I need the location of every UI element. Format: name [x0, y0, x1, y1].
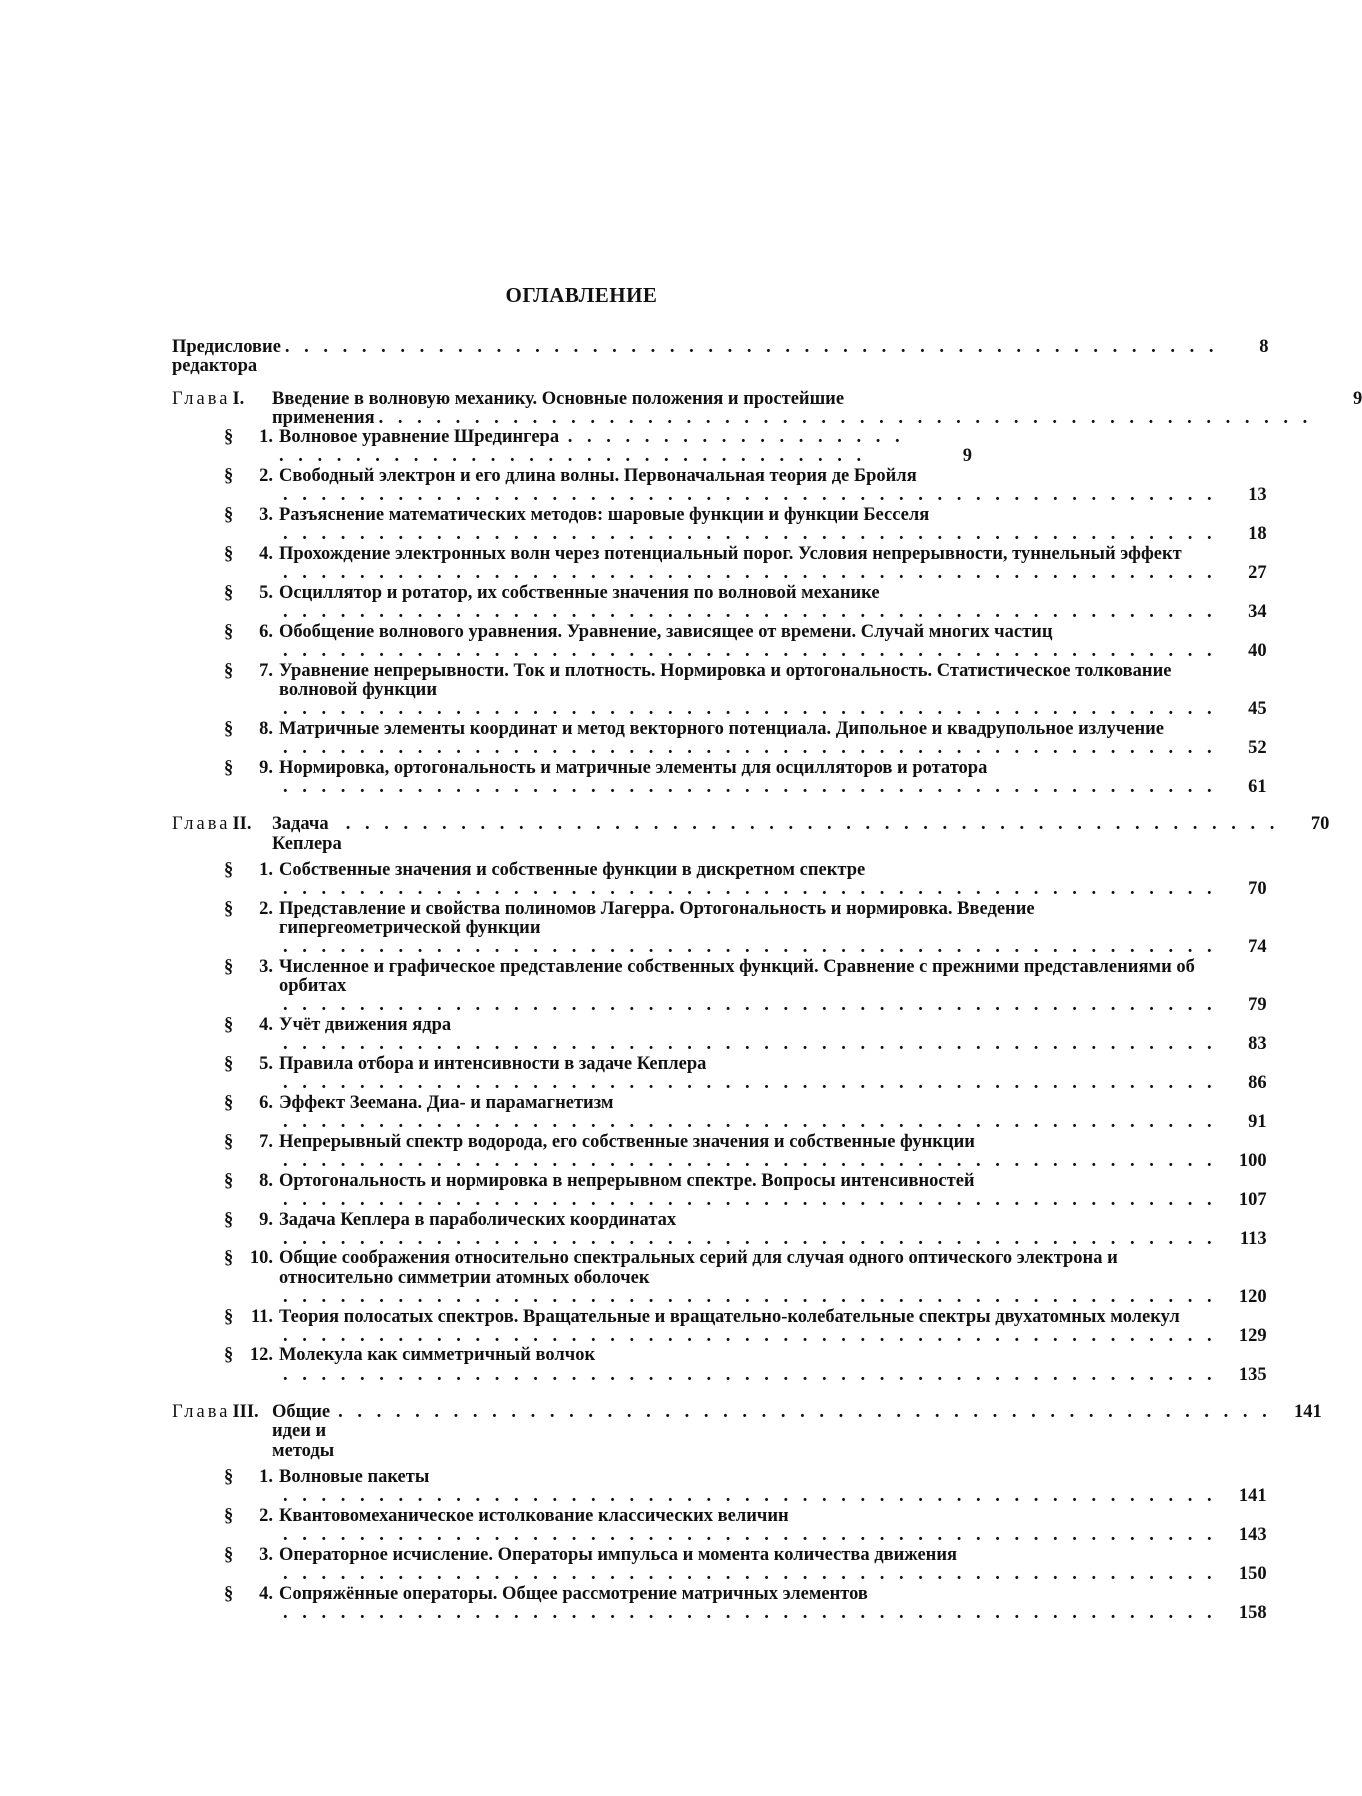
- toc-entry-section[interactable]: [172, 621, 1267, 662]
- section-sign: §: [224, 621, 234, 642]
- section-body: [279, 958, 1217, 1016]
- chapter-2-sections: [172, 859, 1267, 1385]
- section-body: [279, 506, 1217, 545]
- section-title: Представление и свойства полиномов Лагерра. Ортогональность и нормировка. Введение гипергеометрической функции: [279, 898, 1035, 938]
- section-label: [172, 428, 279, 447]
- section-sign: §: [224, 1053, 234, 1074]
- section-body: [279, 623, 1217, 662]
- toc-entry-section[interactable]: [172, 1209, 1267, 1250]
- section-body: [279, 428, 922, 467]
- dot-leader: . . . . . . . . . . . . . . . . . . . . . . . . . . . . . . . . . . . . . . . . . . . . . . . . .: [283, 1325, 1217, 1346]
- dot-leader: . . . . . . . . . . . . . . . . . . . . . . . . . . . . . . . . . . . . . . . . . . . . . . . . .: [283, 1486, 1217, 1507]
- section-title: Теория полосатых спектров. Вращательные и вращательно-колебательные спектры двухатомных молекул: [279, 1306, 1180, 1327]
- dot-leader: . . . . . . . . . . . . . . . . . . . . . . . . . . . . . . . . . . . . . . . . . . . . . . . . .: [283, 1287, 1217, 1307]
- dot-leader: . . . . . . . . . . . . . . . . . . . . . . . . . . . . . . . . . . . . . . . . . . . . . . . . .: [283, 1189, 1217, 1210]
- section-page: 34: [1248, 602, 1267, 623]
- chapter-page: 9: [1352, 388, 1362, 409]
- dot-leader: . . . . . . . . . . . . . . . . . . . . . . . . . . . . . . . . . . . . . . . . . . . . . . . . .: [279, 427, 905, 467]
- chapter-title: Введение в волновую механику. Основные положения и простейшие применения: [272, 388, 845, 428]
- section-label: [172, 584, 279, 603]
- chapter-number: III.: [232, 1402, 259, 1423]
- section-page: 27: [1248, 563, 1267, 584]
- section-number: 1.: [259, 859, 273, 880]
- section-sign: §: [224, 757, 234, 778]
- chapter-label: [172, 1403, 272, 1422]
- dot-leader: . . . . . . . . . . . . . . . . . . . . . . . . . . . . . . . . . . . . . . . . . . . . . . . . .: [284, 337, 1219, 357]
- chapter-number: II.: [232, 814, 252, 835]
- section-label: [172, 1016, 279, 1035]
- section-body: [279, 759, 1217, 798]
- section-page: 120: [1238, 1287, 1267, 1307]
- section-number: 7.: [259, 1131, 273, 1152]
- section-page: 52: [1248, 738, 1267, 759]
- toc-entry-section[interactable]: [172, 1248, 1267, 1307]
- section-sign: §: [224, 660, 234, 681]
- section-sign: §: [224, 1583, 234, 1604]
- section-body: [279, 1308, 1217, 1347]
- toc-entry-section[interactable]: [172, 898, 1267, 958]
- section-title: Прохождение электронных волн через потенциальный порог. Условия непрерывности, туннельный эффект: [279, 543, 1182, 564]
- section-sign: §: [224, 543, 234, 564]
- dot-leader: . . . . . . . . . . . . . . . . . . . . . . . . . . . . . . . . . . . . . . . . . . . . . . . . .: [345, 814, 1280, 835]
- section-page: 135: [1238, 1364, 1267, 1385]
- section-sign: §: [224, 1209, 234, 1230]
- preface-title: Предисловие редактора: [172, 337, 281, 377]
- section-page: 86: [1248, 1073, 1267, 1094]
- toc-entry-section[interactable]: [172, 1544, 1267, 1585]
- section-title: Волновое уравнение Шредингера: [279, 427, 560, 448]
- table-of-contents: [172, 337, 1362, 1641]
- toc-entry-section[interactable]: [172, 1092, 1267, 1133]
- section-page: 150: [1238, 1564, 1267, 1585]
- section-number: 2.: [259, 1505, 273, 1526]
- chapter-page: 141: [1294, 1402, 1322, 1423]
- section-body: [279, 584, 1217, 623]
- preface-page: 8: [1259, 337, 1269, 357]
- dot-leader: . . . . . . . . . . . . . . . . . . . . . . . . . . . . . . . . . . . . . . . . . . . . . . . . .: [283, 1364, 1217, 1385]
- chapter-body: [272, 1403, 1272, 1461]
- section-number: 5.: [259, 582, 273, 603]
- section-page: 113: [1239, 1228, 1267, 1249]
- section-label: [172, 1346, 279, 1365]
- dot-leader: . . . . . . . . . . . . . . . . . . . . . . . . . . . . . . . . . . . . . . . . . . . . . . . . .: [283, 1112, 1217, 1133]
- section-body: [279, 1094, 1217, 1133]
- section-sign: §: [224, 1248, 234, 1269]
- section-title: Общие соображения относительно спектральных серий для случая одного оптического электрона и относительно симметрии атомных оболочек: [279, 1248, 1118, 1288]
- toc-entry-section[interactable]: [172, 428, 972, 467]
- chapter-word: Глава: [172, 388, 231, 409]
- section-body: [279, 720, 1217, 759]
- section-page: 79: [1248, 995, 1267, 1016]
- section-sign: §: [224, 466, 234, 487]
- section-number: 8.: [259, 1170, 273, 1191]
- chapter-line: [272, 1403, 1272, 1461]
- section-label: [172, 545, 279, 564]
- toc-entry-section[interactable]: [172, 543, 1267, 584]
- section-title: Матричные элементы координат и метод векторного потенциала. Дипольное и квадрупольное излучение: [279, 718, 1164, 739]
- chapter-label: [172, 390, 272, 409]
- section-title: Свободный электрон и его длина волны. Первоначальная теория де Бройля: [279, 466, 917, 487]
- section-body: [279, 1055, 1217, 1094]
- section-sign: §: [224, 718, 234, 739]
- dot-leader: . . . . . . . . . . . . . . . . . . . . . . . . . . . . . . . . . . . . . . . . . . . . . . . . .: [283, 1228, 1217, 1249]
- dot-leader: . . . . . . . . . . . . . . . . . . . . . . . . . . . . . . . . . . . . . . . . . . . . . . . . .: [283, 1034, 1217, 1055]
- section-sign: §: [224, 956, 234, 977]
- chapter-word: Глава: [172, 814, 231, 835]
- section-number: 4.: [259, 543, 273, 564]
- section-number: 3.: [259, 1544, 273, 1565]
- dot-leader: . . . . . . . . . . . . . . . . . . . . . . . . . . . . . . . . . . . . . . . . . . . . . . . . .: [283, 640, 1217, 661]
- section-body: [279, 1211, 1217, 1250]
- section-title: Ортогональность и нормировка в непрерывном спектре. Вопросы интенсивностей: [279, 1170, 975, 1191]
- section-sign: §: [224, 1015, 234, 1036]
- section-sign: §: [224, 582, 234, 603]
- section-title: Сопряжённые операторы. Общее рассмотрение матричных элементов: [279, 1583, 868, 1604]
- section-body: [279, 545, 1217, 584]
- section-title: Осциллятор и ротатор, их собственные значения по волновой механике: [279, 582, 880, 603]
- section-title: Молекула как симметричный волчок: [279, 1345, 596, 1366]
- section-label: [172, 1055, 279, 1074]
- section-label: [172, 1094, 279, 1113]
- section-page: 100: [1238, 1151, 1267, 1172]
- toc-entry-section[interactable]: [172, 1505, 1267, 1546]
- toc-entry-section[interactable]: [172, 1131, 1267, 1172]
- section-label: [172, 1308, 279, 1327]
- chapter-1-sections: [172, 427, 1267, 797]
- toc-entry-section[interactable]: [172, 1345, 1267, 1385]
- section-label: [172, 623, 279, 642]
- dot-leader: . . . . . . . . . . . . . . . . . . . . . . . . . . . . . . . . . . . . . . . . . . . . . . . . .: [378, 407, 1313, 428]
- section-body: [279, 1507, 1217, 1546]
- section-number: 8.: [259, 718, 273, 739]
- section-label: [172, 1133, 279, 1152]
- chapter-number: I.: [232, 388, 245, 409]
- section-body: [279, 1249, 1217, 1307]
- section-page: 61: [1248, 776, 1267, 797]
- section-number: 6.: [259, 1092, 273, 1113]
- toc-entry-section[interactable]: [172, 757, 1267, 798]
- chapter-label: [172, 815, 272, 834]
- section-page: 91: [1248, 1112, 1267, 1133]
- section-title: Правила отбора и интенсивности в задаче Кеплера: [279, 1053, 707, 1074]
- section-label: [172, 1546, 279, 1565]
- section-page: 141: [1238, 1486, 1267, 1507]
- section-title: Учёт движения ядра: [279, 1015, 452, 1036]
- toc-entry-section[interactable]: [172, 1015, 1267, 1055]
- section-body: [279, 467, 1217, 506]
- chapter-word: Глава: [172, 1402, 231, 1423]
- section-label: [172, 958, 279, 977]
- section-page: 143: [1238, 1525, 1267, 1546]
- section-title: Эффект Зеемана. Диа- и парамагнетизм: [279, 1092, 614, 1113]
- section-number: 3.: [259, 956, 273, 977]
- section-page: 9: [962, 446, 972, 467]
- section-page: 129: [1238, 1325, 1267, 1346]
- chapter-title: Задача Кеплера: [272, 814, 342, 854]
- dot-leader: . . . . . . . . . . . . . . . . . . . . . . . . . . . . . . . . . . . . . . . . . . . . . . . . .: [283, 879, 1217, 900]
- toc-entry-section[interactable]: [172, 660, 1267, 720]
- section-body: [279, 1346, 1217, 1385]
- chapter-page: 70: [1310, 814, 1330, 835]
- section-page: 83: [1248, 1034, 1267, 1055]
- section-label: [172, 662, 279, 681]
- toc-entry-chapter-3[interactable]: [172, 1402, 1322, 1461]
- section-label: [172, 720, 279, 739]
- section-title: Задача Кеплера в параболических координатах: [279, 1209, 677, 1230]
- dot-leader: . . . . . . . . . . . . . . . . . . . . . . . . . . . . . . . . . . . . . . . . . . . . . . . . .: [283, 563, 1217, 584]
- section-sign: §: [224, 504, 234, 525]
- section-number: 5.: [259, 1053, 273, 1074]
- section-label: [172, 900, 279, 919]
- section-page: 40: [1248, 640, 1267, 661]
- section-number: 1.: [259, 427, 273, 448]
- dot-leader: . . . . . . . . . . . . . . . . . . . . . . . . . . . . . . . . . . . . . . . . . . . . . . . . .: [283, 1151, 1217, 1172]
- section-title: Волновые пакеты: [279, 1466, 430, 1487]
- section-body: [279, 1546, 1217, 1585]
- section-number: 11.: [250, 1306, 273, 1327]
- section-sign: §: [224, 1092, 234, 1113]
- section-label: [172, 1585, 279, 1604]
- dot-leader: . . . . . . . . . . . . . . . . . . . . . . . . . . . . . . . . . . . . . . . . . . . . . . . . .: [283, 937, 1217, 958]
- section-label: [172, 1211, 279, 1230]
- toc-entry-preface[interactable]: [172, 337, 1269, 377]
- section-title: Собственные значения и собственные функции в дискретном спектре: [279, 859, 866, 880]
- dot-leader: . . . . . . . . . . . . . . . . . . . . . . . . . . . . . . . . . . . . . . . . . . . . . . . . .: [283, 524, 1217, 545]
- toc-entry-section[interactable]: [172, 1466, 1267, 1507]
- section-body: [279, 1468, 1217, 1507]
- chapter-title: Общие идеи и методы: [272, 1402, 335, 1461]
- section-sign: §: [224, 1170, 234, 1191]
- dot-leader: . . . . . . . . . . . . . . . . . . . . . . . . . . . . . . . . . . . . . . . . . . . . . . . . .: [283, 699, 1217, 720]
- dot-leader: . . . . . . . . . . . . . . . . . . . . . . . . . . . . . . . . . . . . . . . . . . . . . . . . .: [283, 1564, 1217, 1585]
- section-page: 13: [1248, 485, 1267, 506]
- toc-entry-section[interactable]: [172, 956, 1267, 1016]
- section-page: 107: [1238, 1189, 1267, 1210]
- section-body: [279, 1133, 1217, 1172]
- section-label: [172, 861, 279, 880]
- section-body: [279, 1016, 1217, 1055]
- dot-leader: . . . . . . . . . . . . . . . . . . . . . . . . . . . . . . . . . . . . . . . . . . . . . . . . .: [283, 1602, 1217, 1623]
- section-label: [172, 1249, 279, 1268]
- section-body: [279, 861, 1217, 900]
- section-label: [172, 1507, 279, 1526]
- section-number: 3.: [259, 504, 273, 525]
- section-number: 10.: [249, 1248, 273, 1269]
- section-title: Обобщение волнового уравнения. Уравнение, зависящее от времени. Случай многих частиц: [279, 621, 1053, 642]
- section-title: Разъяснение математических методов: шаровые функции и функции Бесселя: [279, 504, 930, 525]
- section-sign: §: [224, 1505, 234, 1526]
- chapter-3-sections: [172, 1466, 1267, 1623]
- section-title: Квантовомеханическое истолкование классических величин: [279, 1505, 789, 1526]
- section-number: 4.: [259, 1015, 273, 1036]
- dot-leader: . . . . . . . . . . . . . . . . . . . . . . . . . . . . . . . . . . . . . . . . . . . . . . . . .: [283, 776, 1217, 797]
- section-title: Нормировка, ортогональность и матричные элементы для осцилляторов и ротатора: [279, 757, 988, 778]
- dot-leader: . . . . . . . . . . . . . . . . . . . . . . . . . . . . . . . . . . . . . . . . . . . . . . . . .: [283, 602, 1217, 623]
- section-number: 12.: [249, 1345, 273, 1366]
- section-number: 4.: [259, 1583, 273, 1604]
- section-body: [279, 1172, 1217, 1211]
- section-number: 9.: [259, 1209, 273, 1230]
- section-number: 1.: [259, 1466, 273, 1487]
- toc-entry-section[interactable]: [172, 466, 1267, 506]
- section-number: 6.: [259, 621, 273, 642]
- section-sign: §: [224, 1544, 234, 1565]
- toc-entry-section[interactable]: [172, 1170, 1267, 1211]
- section-number: 2.: [259, 898, 273, 919]
- toc-entry-section[interactable]: [172, 1053, 1267, 1094]
- section-label: [172, 1172, 279, 1191]
- section-label: [172, 467, 279, 486]
- section-page: 158: [1238, 1602, 1267, 1623]
- section-body: [279, 900, 1217, 958]
- page-title: ОГЛАВЛЕНИЕ: [505, 283, 658, 307]
- dot-leader: . . . . . . . . . . . . . . . . . . . . . . . . . . . . . . . . . . . . . . . . . . . . . . . . .: [338, 1402, 1272, 1423]
- section-sign: §: [224, 1466, 234, 1487]
- section-page: 74: [1248, 937, 1267, 958]
- toc-entry-section[interactable]: [172, 504, 1267, 545]
- section-number: 2.: [259, 466, 273, 487]
- chapter-line: [272, 390, 1312, 429]
- section-label: [172, 1468, 279, 1487]
- section-body: [279, 1585, 1217, 1624]
- section-page: 70: [1248, 879, 1267, 900]
- section-label: [172, 506, 279, 525]
- section-page: 18: [1248, 524, 1267, 545]
- toc-entry-section[interactable]: [172, 1306, 1267, 1347]
- section-title: Непрерывный спектр водорода, его собственные значения и собственные функции: [279, 1131, 975, 1152]
- section-number: 9.: [259, 757, 273, 778]
- section-sign: §: [224, 1131, 234, 1152]
- toc-entry-section[interactable]: [172, 582, 1267, 623]
- toc-entry-section[interactable]: [172, 1583, 1267, 1624]
- dot-leader: . . . . . . . . . . . . . . . . . . . . . . . . . . . . . . . . . . . . . . . . . . . . . . . . .: [283, 1525, 1217, 1546]
- section-sign: §: [224, 859, 234, 880]
- chapter-line: [272, 815, 1279, 854]
- dot-leader: . . . . . . . . . . . . . . . . . . . . . . . . . . . . . . . . . . . . . . . . . . . . . . . . .: [283, 1073, 1217, 1094]
- dot-leader: . . . . . . . . . . . . . . . . . . . . . . . . . . . . . . . . . . . . . . . . . . . . . . . . .: [283, 738, 1217, 759]
- section-title: Уравнение непрерывности. Ток и плотность. Нормировка и ортогональность. Статистическое толкование волновой функции: [279, 660, 1172, 700]
- section-body: [279, 662, 1217, 720]
- dot-leader: . . . . . . . . . . . . . . . . . . . . . . . . . . . . . . . . . . . . . . . . . . . . . . . . .: [283, 995, 1217, 1016]
- chapter-body: [272, 815, 1279, 854]
- section-sign: §: [224, 1345, 234, 1366]
- section-label: [172, 759, 279, 778]
- section-page: 45: [1248, 699, 1267, 720]
- dot-leader: . . . . . . . . . . . . . . . . . . . . . . . . . . . . . . . . . . . . . . . . . . . . . . . . .: [283, 485, 1217, 506]
- section-number: 7.: [259, 660, 273, 681]
- section-sign: §: [224, 427, 234, 448]
- section-title: Численное и графическое представление собственных функций. Сравнение с прежними представлениями об орбитах: [279, 956, 1195, 997]
- toc-entry-section[interactable]: [172, 859, 1267, 900]
- toc-entry-chapter-1[interactable]: [172, 388, 1362, 429]
- toc-entry-section[interactable]: [172, 718, 1267, 759]
- toc-entry-chapter-2[interactable]: [172, 814, 1330, 854]
- section-sign: §: [224, 898, 234, 919]
- section-title: Операторное исчисление. Операторы импульса и момента количества движения: [279, 1544, 957, 1565]
- section-sign: §: [224, 1306, 234, 1327]
- chapter-body: [272, 390, 1312, 429]
